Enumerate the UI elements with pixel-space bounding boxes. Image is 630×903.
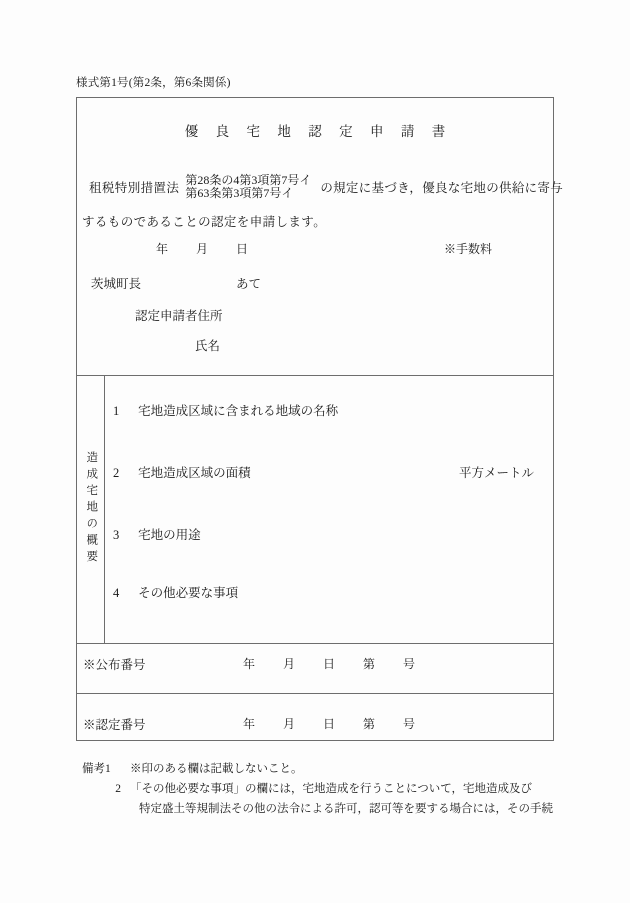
- certification-month-label: 月: [283, 717, 296, 731]
- divider-side-label: [104, 375, 105, 643]
- issue-year-label: 年: [243, 657, 256, 671]
- application-form-frame: [76, 97, 564, 741]
- legal-basis-statement: [77, 173, 564, 201]
- divider-outline-official: [77, 643, 553, 644]
- application-date-line: [156, 240, 273, 257]
- footnotes: [82, 759, 572, 819]
- outline-item-1: [113, 401, 338, 419]
- article-line-1: 第28条の4第3項第7号イ: [185, 173, 312, 187]
- outline-item-3-number: 3: [113, 528, 120, 542]
- outline-item-1-label: 宅地造成区域に含まれる地域の名称: [138, 404, 339, 418]
- fee-mark-label: ※手数料: [444, 242, 493, 256]
- certification-no-prefix-label: 第: [363, 717, 376, 731]
- outline-item-3-label: 宅地の用途: [138, 528, 201, 542]
- outline-item-3: [113, 525, 201, 543]
- certification-number-slots: [243, 715, 440, 732]
- issue-day-label: 日: [323, 657, 336, 671]
- footnote-1-label: 備考1: [82, 763, 111, 775]
- issue-number-slots: [243, 655, 440, 672]
- form-number-label: 様式第1号(第2条，第6条関係): [76, 77, 231, 89]
- law-name-label: 租税特別措置法: [89, 181, 180, 196]
- divider-statement-outline: [77, 375, 553, 376]
- certification-year-label: 年: [243, 717, 256, 731]
- outline-item-2: [113, 463, 251, 481]
- outline-item-4: [113, 583, 238, 601]
- addressee-suffix-label: あて: [236, 277, 262, 291]
- footnote-2-text-line-2: 特定盛土等規制法その他の法令による許可，認可等を要する場合には，その手続: [139, 803, 553, 816]
- footnote-2-text-line-1: 「その他必要な事項」の欄には，宅地造成を行うことについて，宅地造成及び: [130, 783, 533, 796]
- issue-number-label: ※公布番号: [83, 658, 146, 672]
- clause-tail-text: の規定に基づき，優良な宅地の供給に寄与: [320, 181, 564, 196]
- footnote-2: [82, 779, 572, 799]
- date-month-label: 月: [196, 242, 209, 256]
- certification-number-label: ※認定番号: [83, 718, 146, 732]
- issue-no-suffix-label: 号: [403, 657, 416, 671]
- footnote-1: [82, 759, 572, 779]
- outline-side-label: 造成宅地の概要: [85, 451, 98, 567]
- outline-item-2-unit: 平方メートル: [459, 466, 535, 480]
- outline-item-2-label: 宅地造成区域の面積: [138, 466, 251, 480]
- addressee-label: 茨城町長: [91, 277, 142, 291]
- issue-month-label: 月: [283, 657, 296, 671]
- date-day-label: 日: [236, 242, 249, 256]
- outline-item-1-number: 1: [113, 404, 120, 418]
- footnote-1-text: ※印のある欄は記載しないこと。: [130, 763, 303, 775]
- outline-item-4-number: 4: [113, 586, 120, 600]
- applicant-address-label: 認定申請者住所: [135, 309, 223, 323]
- statement-second-line: するものであることの認定を申請します。: [82, 215, 327, 229]
- certification-no-suffix-label: 号: [403, 717, 416, 731]
- divider-official-rows: [77, 693, 553, 694]
- article-line-2: 第63条第3項第7号イ: [185, 186, 294, 201]
- outline-item-4-label: その他必要な事項: [138, 586, 239, 600]
- page-title: 優 良 宅 地 認 定 申 請 書: [184, 124, 453, 139]
- applicant-name-label: 氏名: [195, 339, 221, 353]
- footnote-2-label: 2: [115, 783, 121, 796]
- date-year-label: 年: [156, 242, 169, 256]
- certification-day-label: 日: [323, 717, 336, 731]
- outline-item-2-number: 2: [113, 466, 120, 480]
- article-stack: [185, 174, 311, 201]
- issue-no-prefix-label: 第: [363, 657, 376, 671]
